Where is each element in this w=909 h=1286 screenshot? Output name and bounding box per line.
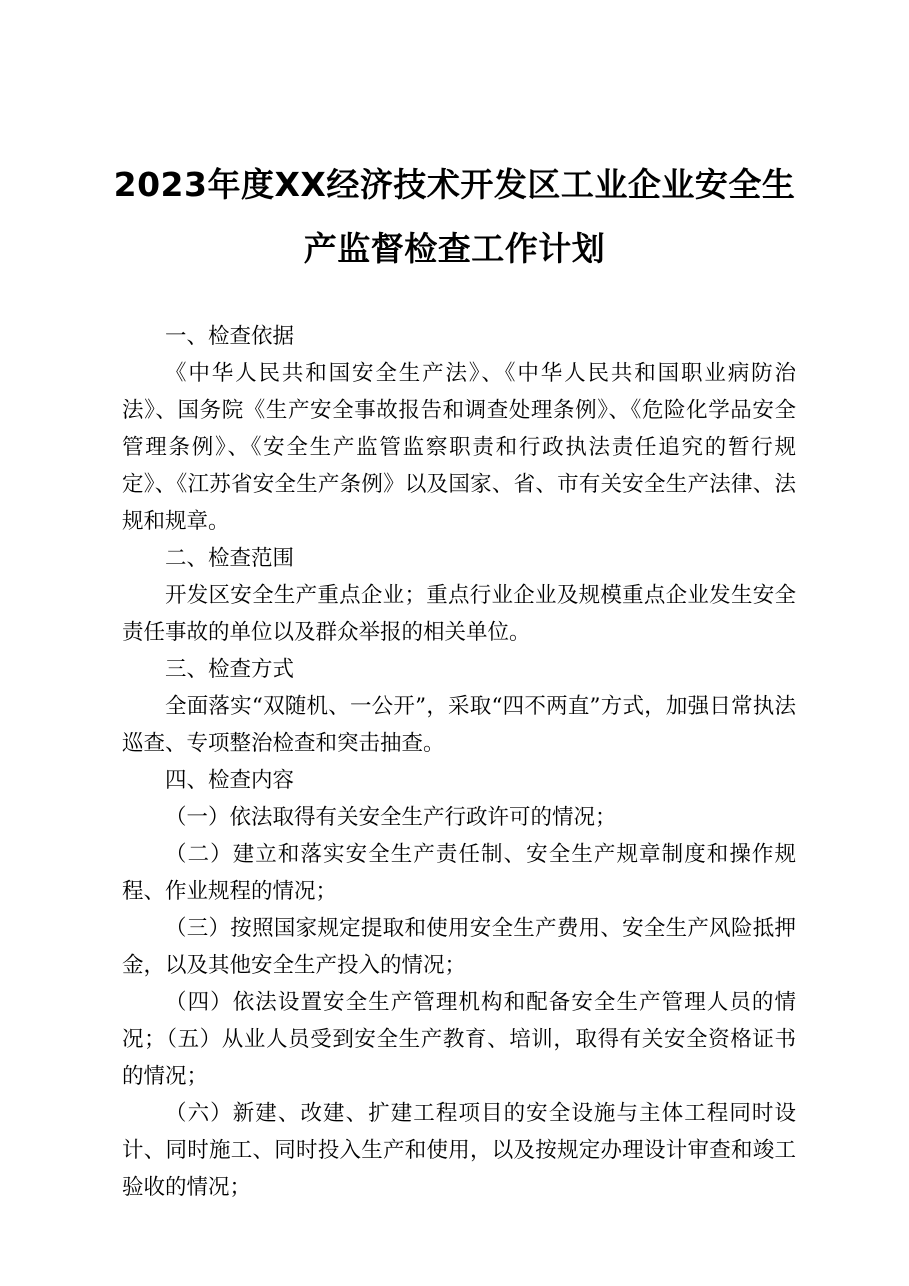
content-item-4-5: （四）依法设置安全生产管理机构和配备安全生产管理人员的情况；（五）从业人员受到安全生产教育、培训，取得有关安全资格证书的情况；: [122, 990, 796, 1089]
paragraph-scope: 开发区安全生产重点企业；重点行业企业及规模重点企业发生安全责任事故的单位以及群众举报的相关单位。: [122, 583, 796, 645]
content-item-2: （二）建立和落实安全生产责任制、安全生产规章制度和操作规程、作业规程的情况；: [122, 842, 796, 904]
section-heading-basis: 一、检查依据: [165, 324, 295, 349]
section-heading-content: 四、检查内容: [165, 768, 295, 793]
content-item-6: （六）新建、改建、扩建工程项目的安全设施与主体工程同时设计、同时施工、同时投入生产和使用，以及按规定办理设计审查和竣工验收的情况；: [122, 1101, 796, 1200]
document-body: [122, 318, 796, 1206]
document-title-line-1: 2023年度XX经济技术开发区工业企业安全生: [113, 165, 796, 204]
paragraph-basis: 《中华人民共和国安全生产法》、《中华人民共和国职业病防治法》、国务院《生产安全事故报告和调查处理条例》、《危险化学品安全管理条例》、《安全生产监管监察职责和行政执法责任追究的暂行规定》、《江苏省安全生产条例》以及国家、省、市有关安全生产法律、法规和规章。: [122, 361, 796, 534]
content-item-1: （一）依法取得有关安全生产行政许可的情况；: [165, 805, 617, 830]
section-heading-scope: 二、检查范围: [165, 546, 295, 571]
paragraph-method: 全面落实“双随机、一公开”，采取“四不两直”方式，加强日常执法巡查、专项整治检查和突击抽查。: [122, 694, 796, 756]
content-item-3: （三）按照国家规定提取和使用安全生产费用、安全生产风险抵押金，以及其他安全生产投入的情况；: [122, 916, 796, 978]
document-title-line-2: 产监督检查工作计划: [303, 229, 606, 268]
section-heading-method: 三、检查方式: [165, 657, 295, 682]
